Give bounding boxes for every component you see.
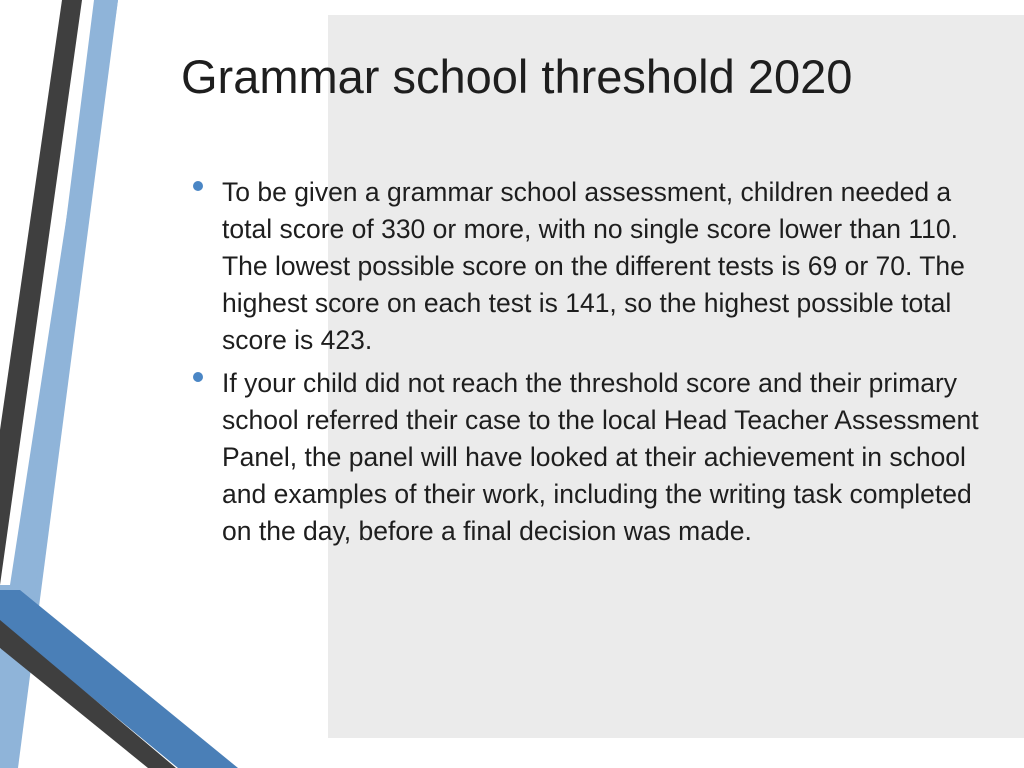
bullet-icon: [193, 181, 203, 191]
bullet-text: To be given a grammar school assessment, children needed a total score of 330 or more, with no single score lower than 110. The lowest possible score on the different tests is 69 or 70. The highest score on each test is 141, so the highest possible total score is 423.: [222, 177, 965, 355]
bullet-list: [190, 174, 980, 556]
bullet-text: If your child did not reach the threshold score and their primary school referred their case to the local Head Teacher Assessment Panel, the panel will have looked at their achievement in school and examples of their work, including the writing task completed on the day, before a final decision was made.: [222, 368, 979, 546]
bullet-item: [190, 174, 980, 359]
bullet-item: [190, 365, 980, 550]
slide-title: Grammar school threshold 2020: [181, 50, 853, 103]
bullet-icon: [193, 372, 203, 382]
